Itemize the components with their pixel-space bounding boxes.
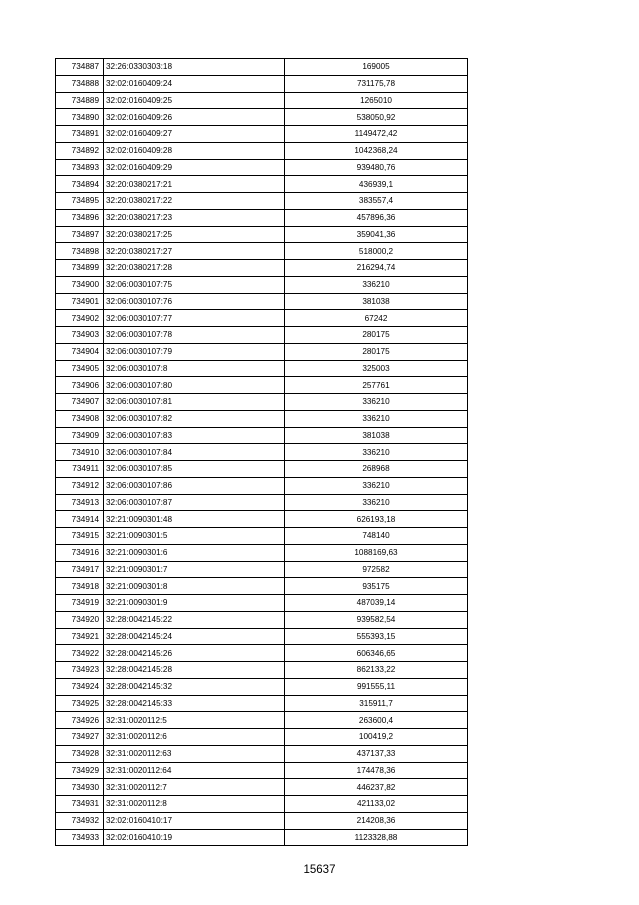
row-number-cell: 734926 — [56, 712, 104, 729]
table-row — [56, 628, 468, 645]
value-cell: 336210 — [285, 410, 468, 427]
value-cell: 748140 — [285, 528, 468, 545]
value-cell: 1088169,63 — [285, 544, 468, 561]
cadastral-number-cell: 32:28:0042145:28 — [104, 662, 285, 679]
table-row — [56, 209, 468, 226]
value-cell: 216294,74 — [285, 260, 468, 277]
table-row — [56, 193, 468, 210]
row-number-cell: 734891 — [56, 126, 104, 143]
cadastral-number-cell: 32:28:0042145:26 — [104, 645, 285, 662]
row-number-cell: 734900 — [56, 276, 104, 293]
row-number-cell: 734894 — [56, 176, 104, 193]
cadastral-number-cell: 32:31:0020112:64 — [104, 762, 285, 779]
table-row — [56, 176, 468, 193]
value-cell: 1042368,24 — [285, 142, 468, 159]
value-cell: 383557,4 — [285, 193, 468, 210]
value-cell: 1149472,42 — [285, 126, 468, 143]
value-cell: 972582 — [285, 561, 468, 578]
row-number-cell: 734911 — [56, 461, 104, 478]
cadastral-number-cell: 32:21:0090301:7 — [104, 561, 285, 578]
table-row — [56, 142, 468, 159]
row-number-cell: 734897 — [56, 226, 104, 243]
table-row — [56, 109, 468, 126]
value-cell: 257761 — [285, 377, 468, 394]
cadastral-number-cell: 32:20:0380217:28 — [104, 260, 285, 277]
row-number-cell: 734928 — [56, 745, 104, 762]
table-row — [56, 75, 468, 92]
row-number-cell: 734930 — [56, 779, 104, 796]
cadastral-value-table — [55, 58, 468, 846]
table-row — [56, 126, 468, 143]
cadastral-number-cell: 32:02:0160410:17 — [104, 812, 285, 829]
value-cell: 336210 — [285, 477, 468, 494]
row-number-cell: 734903 — [56, 327, 104, 344]
value-cell: 336210 — [285, 494, 468, 511]
cadastral-number-cell: 32:20:0380217:25 — [104, 226, 285, 243]
table-row — [56, 310, 468, 327]
row-number-cell: 734905 — [56, 360, 104, 377]
cadastral-number-cell: 32:06:0030107:78 — [104, 327, 285, 344]
cadastral-number-cell: 32:06:0030107:87 — [104, 494, 285, 511]
row-number-cell: 734922 — [56, 645, 104, 662]
cadastral-number-cell: 32:02:0160410:19 — [104, 829, 285, 846]
value-cell: 336210 — [285, 444, 468, 461]
row-number-cell: 734901 — [56, 293, 104, 310]
value-cell: 939480,76 — [285, 159, 468, 176]
value-cell: 315911,7 — [285, 695, 468, 712]
table-row — [56, 779, 468, 796]
value-cell: 446237,82 — [285, 779, 468, 796]
row-number-cell: 734904 — [56, 343, 104, 360]
cadastral-number-cell: 32:06:0030107:85 — [104, 461, 285, 478]
value-cell: 555393,15 — [285, 628, 468, 645]
table-row — [56, 561, 468, 578]
cadastral-number-cell: 32:20:0380217:21 — [104, 176, 285, 193]
cadastral-number-cell: 32:21:0090301:5 — [104, 528, 285, 545]
table-row — [56, 477, 468, 494]
cadastral-number-cell: 32:06:0030107:81 — [104, 394, 285, 411]
row-number-cell: 734927 — [56, 729, 104, 746]
row-number-cell: 734931 — [56, 796, 104, 813]
cadastral-number-cell: 32:28:0042145:33 — [104, 695, 285, 712]
cadastral-number-cell: 32:02:0160409:24 — [104, 75, 285, 92]
table-row — [56, 578, 468, 595]
row-number-cell: 734925 — [56, 695, 104, 712]
cadastral-number-cell: 32:21:0090301:48 — [104, 511, 285, 528]
cadastral-number-cell: 32:31:0020112:5 — [104, 712, 285, 729]
cadastral-number-cell: 32:20:0380217:23 — [104, 209, 285, 226]
cadastral-number-cell: 32:06:0030107:77 — [104, 310, 285, 327]
value-cell: 939582,54 — [285, 611, 468, 628]
row-number-cell: 734923 — [56, 662, 104, 679]
row-number-cell: 734890 — [56, 109, 104, 126]
row-number-cell: 734898 — [56, 243, 104, 260]
cadastral-number-cell: 32:06:0030107:82 — [104, 410, 285, 427]
row-number-cell: 734921 — [56, 628, 104, 645]
cadastral-number-cell: 32:28:0042145:32 — [104, 678, 285, 695]
row-number-cell: 734914 — [56, 511, 104, 528]
cadastral-number-cell: 32:31:0020112:7 — [104, 779, 285, 796]
row-number-cell: 734909 — [56, 427, 104, 444]
table-row — [56, 377, 468, 394]
cadastral-number-cell: 32:20:0380217:22 — [104, 193, 285, 210]
table-row — [56, 595, 468, 612]
row-number-cell: 734887 — [56, 59, 104, 76]
table-row — [56, 729, 468, 746]
table-body — [56, 59, 468, 846]
value-cell: 381038 — [285, 293, 468, 310]
cadastral-number-cell: 32:06:0030107:86 — [104, 477, 285, 494]
cadastral-number-cell: 32:31:0020112:6 — [104, 729, 285, 746]
cadastral-number-cell: 32:02:0160409:28 — [104, 142, 285, 159]
table-row — [56, 745, 468, 762]
table-row — [56, 544, 468, 561]
table-row — [56, 712, 468, 729]
value-cell: 935175 — [285, 578, 468, 595]
value-cell: 100419,2 — [285, 729, 468, 746]
value-cell: 421133,02 — [285, 796, 468, 813]
table-row — [56, 343, 468, 360]
table-row — [56, 829, 468, 846]
value-cell: 67242 — [285, 310, 468, 327]
value-cell: 359041,36 — [285, 226, 468, 243]
table-row — [56, 812, 468, 829]
cadastral-number-cell: 32:02:0160409:27 — [104, 126, 285, 143]
row-number-cell: 734916 — [56, 544, 104, 561]
table-row — [56, 92, 468, 109]
row-number-cell: 734908 — [56, 410, 104, 427]
cadastral-number-cell: 32:06:0030107:75 — [104, 276, 285, 293]
value-cell: 280175 — [285, 343, 468, 360]
value-cell: 263600,4 — [285, 712, 468, 729]
row-number-cell: 734893 — [56, 159, 104, 176]
table-row — [56, 494, 468, 511]
cadastral-number-cell: 32:28:0042145:22 — [104, 611, 285, 628]
cadastral-number-cell: 32:26:0330303:18 — [104, 59, 285, 76]
value-cell: 437137,33 — [285, 745, 468, 762]
row-number-cell: 734918 — [56, 578, 104, 595]
value-cell: 336210 — [285, 394, 468, 411]
cadastral-number-cell: 32:06:0030107:84 — [104, 444, 285, 461]
row-number-cell: 734899 — [56, 260, 104, 277]
table-row — [56, 444, 468, 461]
table-row — [56, 528, 468, 545]
table-row — [56, 762, 468, 779]
cadastral-number-cell: 32:21:0090301:9 — [104, 595, 285, 612]
row-number-cell: 734913 — [56, 494, 104, 511]
row-number-cell: 734902 — [56, 310, 104, 327]
table-row — [56, 327, 468, 344]
cadastral-number-cell: 32:02:0160409:25 — [104, 92, 285, 109]
cadastral-number-cell: 32:31:0020112:63 — [104, 745, 285, 762]
page-number: 15637 — [303, 864, 336, 876]
table-row — [56, 260, 468, 277]
value-cell: 436939,1 — [285, 176, 468, 193]
row-number-cell: 734924 — [56, 678, 104, 695]
value-cell: 325003 — [285, 360, 468, 377]
row-number-cell: 734907 — [56, 394, 104, 411]
value-cell: 169005 — [285, 59, 468, 76]
row-number-cell: 734932 — [56, 812, 104, 829]
table-row — [56, 461, 468, 478]
value-cell: 268968 — [285, 461, 468, 478]
table-row — [56, 226, 468, 243]
row-number-cell: 734892 — [56, 142, 104, 159]
table-row — [56, 511, 468, 528]
table-row — [56, 159, 468, 176]
cadastral-number-cell: 32:20:0380217:27 — [104, 243, 285, 260]
cadastral-number-cell: 32:06:0030107:79 — [104, 343, 285, 360]
cadastral-number-cell: 32:31:0020112:8 — [104, 796, 285, 813]
cadastral-number-cell: 32:06:0030107:76 — [104, 293, 285, 310]
value-cell: 538050,92 — [285, 109, 468, 126]
table-row — [56, 394, 468, 411]
row-number-cell: 734919 — [56, 595, 104, 612]
row-number-cell: 734906 — [56, 377, 104, 394]
table-row — [56, 276, 468, 293]
row-number-cell: 734917 — [56, 561, 104, 578]
table-row — [56, 360, 468, 377]
value-cell: 1123328,88 — [285, 829, 468, 846]
row-number-cell: 734895 — [56, 193, 104, 210]
row-number-cell: 734920 — [56, 611, 104, 628]
value-cell: 862133,22 — [285, 662, 468, 679]
table-row — [56, 695, 468, 712]
row-number-cell: 734915 — [56, 528, 104, 545]
value-cell: 1265010 — [285, 92, 468, 109]
table-row — [56, 410, 468, 427]
table-row — [56, 243, 468, 260]
value-cell: 487039,14 — [285, 595, 468, 612]
table-row — [56, 678, 468, 695]
value-cell: 731175,78 — [285, 75, 468, 92]
value-cell: 336210 — [285, 276, 468, 293]
row-number-cell: 734896 — [56, 209, 104, 226]
table-row — [56, 427, 468, 444]
table-row — [56, 59, 468, 76]
table-row — [56, 293, 468, 310]
row-number-cell: 734929 — [56, 762, 104, 779]
value-cell: 626193,18 — [285, 511, 468, 528]
value-cell: 457896,36 — [285, 209, 468, 226]
value-cell: 606346,65 — [285, 645, 468, 662]
cadastral-number-cell: 32:02:0160409:26 — [104, 109, 285, 126]
cadastral-number-cell: 32:06:0030107:83 — [104, 427, 285, 444]
table-row — [56, 645, 468, 662]
cadastral-number-cell: 32:06:0030107:80 — [104, 377, 285, 394]
table-row — [56, 611, 468, 628]
cadastral-number-cell: 32:02:0160409:29 — [104, 159, 285, 176]
row-number-cell: 734912 — [56, 477, 104, 494]
table-row — [56, 662, 468, 679]
cadastral-number-cell: 32:06:0030107:8 — [104, 360, 285, 377]
table-row — [56, 796, 468, 813]
value-cell: 381038 — [285, 427, 468, 444]
row-number-cell: 734910 — [56, 444, 104, 461]
cadastral-number-cell: 32:28:0042145:24 — [104, 628, 285, 645]
cadastral-number-cell: 32:21:0090301:6 — [104, 544, 285, 561]
row-number-cell: 734889 — [56, 92, 104, 109]
value-cell: 991555,11 — [285, 678, 468, 695]
row-number-cell: 734933 — [56, 829, 104, 846]
value-cell: 280175 — [285, 327, 468, 344]
value-cell: 518000,2 — [285, 243, 468, 260]
cadastral-number-cell: 32:21:0090301:8 — [104, 578, 285, 595]
row-number-cell: 734888 — [56, 75, 104, 92]
value-cell: 174478,36 — [285, 762, 468, 779]
value-cell: 214208,36 — [285, 812, 468, 829]
